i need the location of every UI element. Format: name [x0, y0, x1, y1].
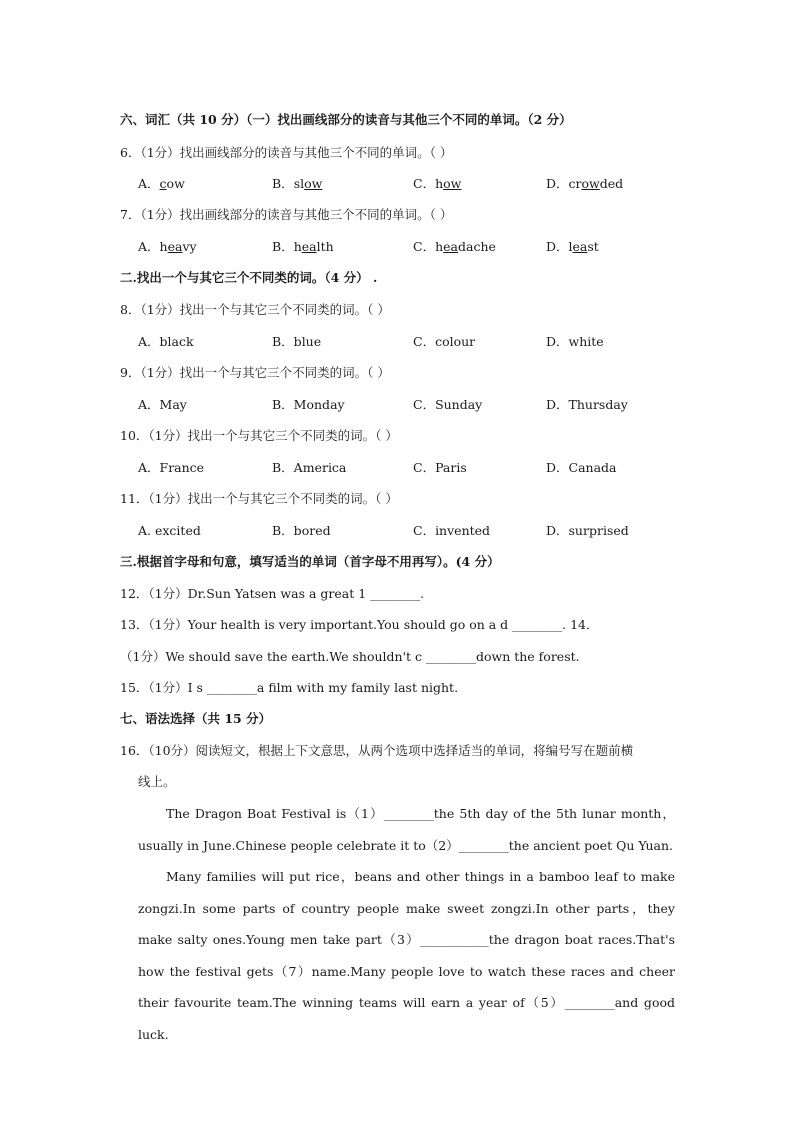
option-text: dache	[458, 239, 496, 254]
option-text: cr	[568, 176, 582, 191]
question-6-stem: 6．（1分）找出画线部分的读音与其他三个不同的单词。（ ）	[120, 145, 453, 160]
q11-option-a[interactable]: A. excited	[138, 523, 201, 538]
option-label: C．	[413, 176, 436, 191]
q11-option-d[interactable]: D．surprised	[546, 523, 629, 538]
option-text: h	[435, 239, 444, 254]
q10-option-d[interactable]: D．Canada	[546, 460, 617, 475]
passage-paragraph-2	[138, 861, 675, 1050]
q7-option-c[interactable]	[413, 239, 496, 255]
underlined-part: ea	[443, 239, 458, 254]
q6-option-c[interactable]	[413, 176, 461, 192]
q7-option-d[interactable]	[546, 239, 599, 255]
underlined-part: ea	[167, 239, 183, 254]
option-text: sl	[293, 176, 305, 191]
question-10-stem: 10．（1分）找出一个与其它三个不同类的词。（ ）	[120, 428, 398, 443]
q8-option-d[interactable]: D．white	[546, 334, 604, 349]
question-16-stem-cont: 线上。	[138, 774, 176, 789]
q6-option-d[interactable]	[546, 176, 623, 192]
question-11-stem: 11．（1分）找出一个与其它三个不同类的词。（ ）	[120, 491, 398, 506]
underlined-part: ow	[581, 176, 600, 191]
q7-option-a[interactable]	[138, 239, 197, 255]
question-7-stem: 7．（1分）找出画线部分的读音与其他三个不同的单词。（ ）	[120, 207, 453, 222]
option-text: ded	[599, 176, 624, 191]
question-14: （1分）We should save the earth.We shouldn't c ________down the forest.	[120, 649, 580, 664]
section-3-heading: 三.根据首字母和句意，填写适当的单词（首字母不用再写）。(4 分）	[120, 554, 500, 569]
option-label: A．	[138, 239, 160, 254]
passage-text: Many families will put rice，beans and other things in a bamboo leaf to make zongzi.In some parts of country people make sweet zongzi.In other parts，they make salty ones.Young men take part（3）___________the dragon boat races.That's how the festival gets（7）name.Many people love to watch these races and cheer their favourite team.The winning teams will earn a year of（5）________and good luck.	[138, 869, 675, 1042]
underlined-part: ow	[304, 176, 323, 191]
q9-option-a[interactable]: A．May	[138, 397, 187, 412]
section-7-heading: 七、语法选择（共 15 分）	[120, 711, 272, 726]
underlined-part: c	[159, 176, 167, 191]
option-label: B．	[272, 239, 294, 254]
q8-option-b[interactable]: B．blue	[272, 334, 322, 349]
q7-option-b[interactable]	[272, 239, 334, 255]
q9-option-d[interactable]: D．Thursday	[546, 397, 628, 412]
option-text: st	[587, 239, 599, 254]
section-2-heading: 二.找出一个与其它三个不同类的词。（4 分） .	[120, 270, 378, 285]
q6-option-b[interactable]	[272, 176, 322, 192]
underlined-part: ea	[301, 239, 317, 254]
question-8-stem: 8．（1分）找出一个与其它三个不同类的词。（ ）	[120, 302, 390, 317]
question-13: 13．（1分）Your health is very important.You should go on a d ________. 14．	[120, 617, 599, 632]
option-label: D．	[546, 176, 569, 191]
question-16-stem: 16．（10分）阅读短文，根据上下文意思，从两个选项中选择适当的单词，将编号写在题前横	[120, 743, 634, 758]
question-12: 12．（1分）Dr.Sun Yatsen was a great 1 ________.	[120, 586, 425, 601]
q11-option-c[interactable]: C．invented	[413, 523, 491, 538]
question-9-stem: 9．（1分）找出一个与其它三个不同类的词。（ ）	[120, 365, 390, 380]
option-label: B．	[272, 176, 294, 191]
q10-option-c[interactable]: C．Paris	[413, 460, 467, 475]
q10-option-a[interactable]: A．France	[138, 460, 205, 475]
option-label: C．	[413, 239, 436, 254]
q6-option-a[interactable]	[138, 176, 185, 192]
q8-option-a[interactable]: A．black	[138, 334, 194, 349]
option-label: A．	[138, 176, 160, 191]
section-6-heading: 六、词汇（共 10 分）（一）找出画线部分的读音与其他三个不同的单词。（2 分）	[120, 112, 572, 127]
underlined-part: ow	[443, 176, 462, 191]
passage-paragraph-1	[138, 798, 675, 861]
q11-option-b[interactable]: B．bored	[272, 523, 331, 538]
q10-option-b[interactable]: B．America	[272, 460, 347, 475]
option-text: l	[568, 239, 573, 254]
option-label: D．	[546, 239, 569, 254]
q8-option-c[interactable]: C．colour	[413, 334, 476, 349]
option-text: h	[435, 176, 444, 191]
passage-text: The Dragon Boat Festival is（1）________the 5th day of the 5th lunar month，usually in June.Chinese people celebrate it to（2）________the ancient poet Qu Yuan.	[138, 806, 675, 853]
option-text: ow	[166, 176, 185, 191]
q9-option-c[interactable]: C．Sunday	[413, 397, 483, 412]
option-text: h	[159, 239, 168, 254]
option-text: lth	[316, 239, 334, 254]
option-text: h	[293, 239, 302, 254]
underlined-part: ea	[572, 239, 588, 254]
question-15: 15．（1分）I s ________a film with my family last night.	[120, 680, 459, 695]
q9-option-b[interactable]: B．Monday	[272, 397, 345, 412]
option-text: vy	[182, 239, 197, 254]
